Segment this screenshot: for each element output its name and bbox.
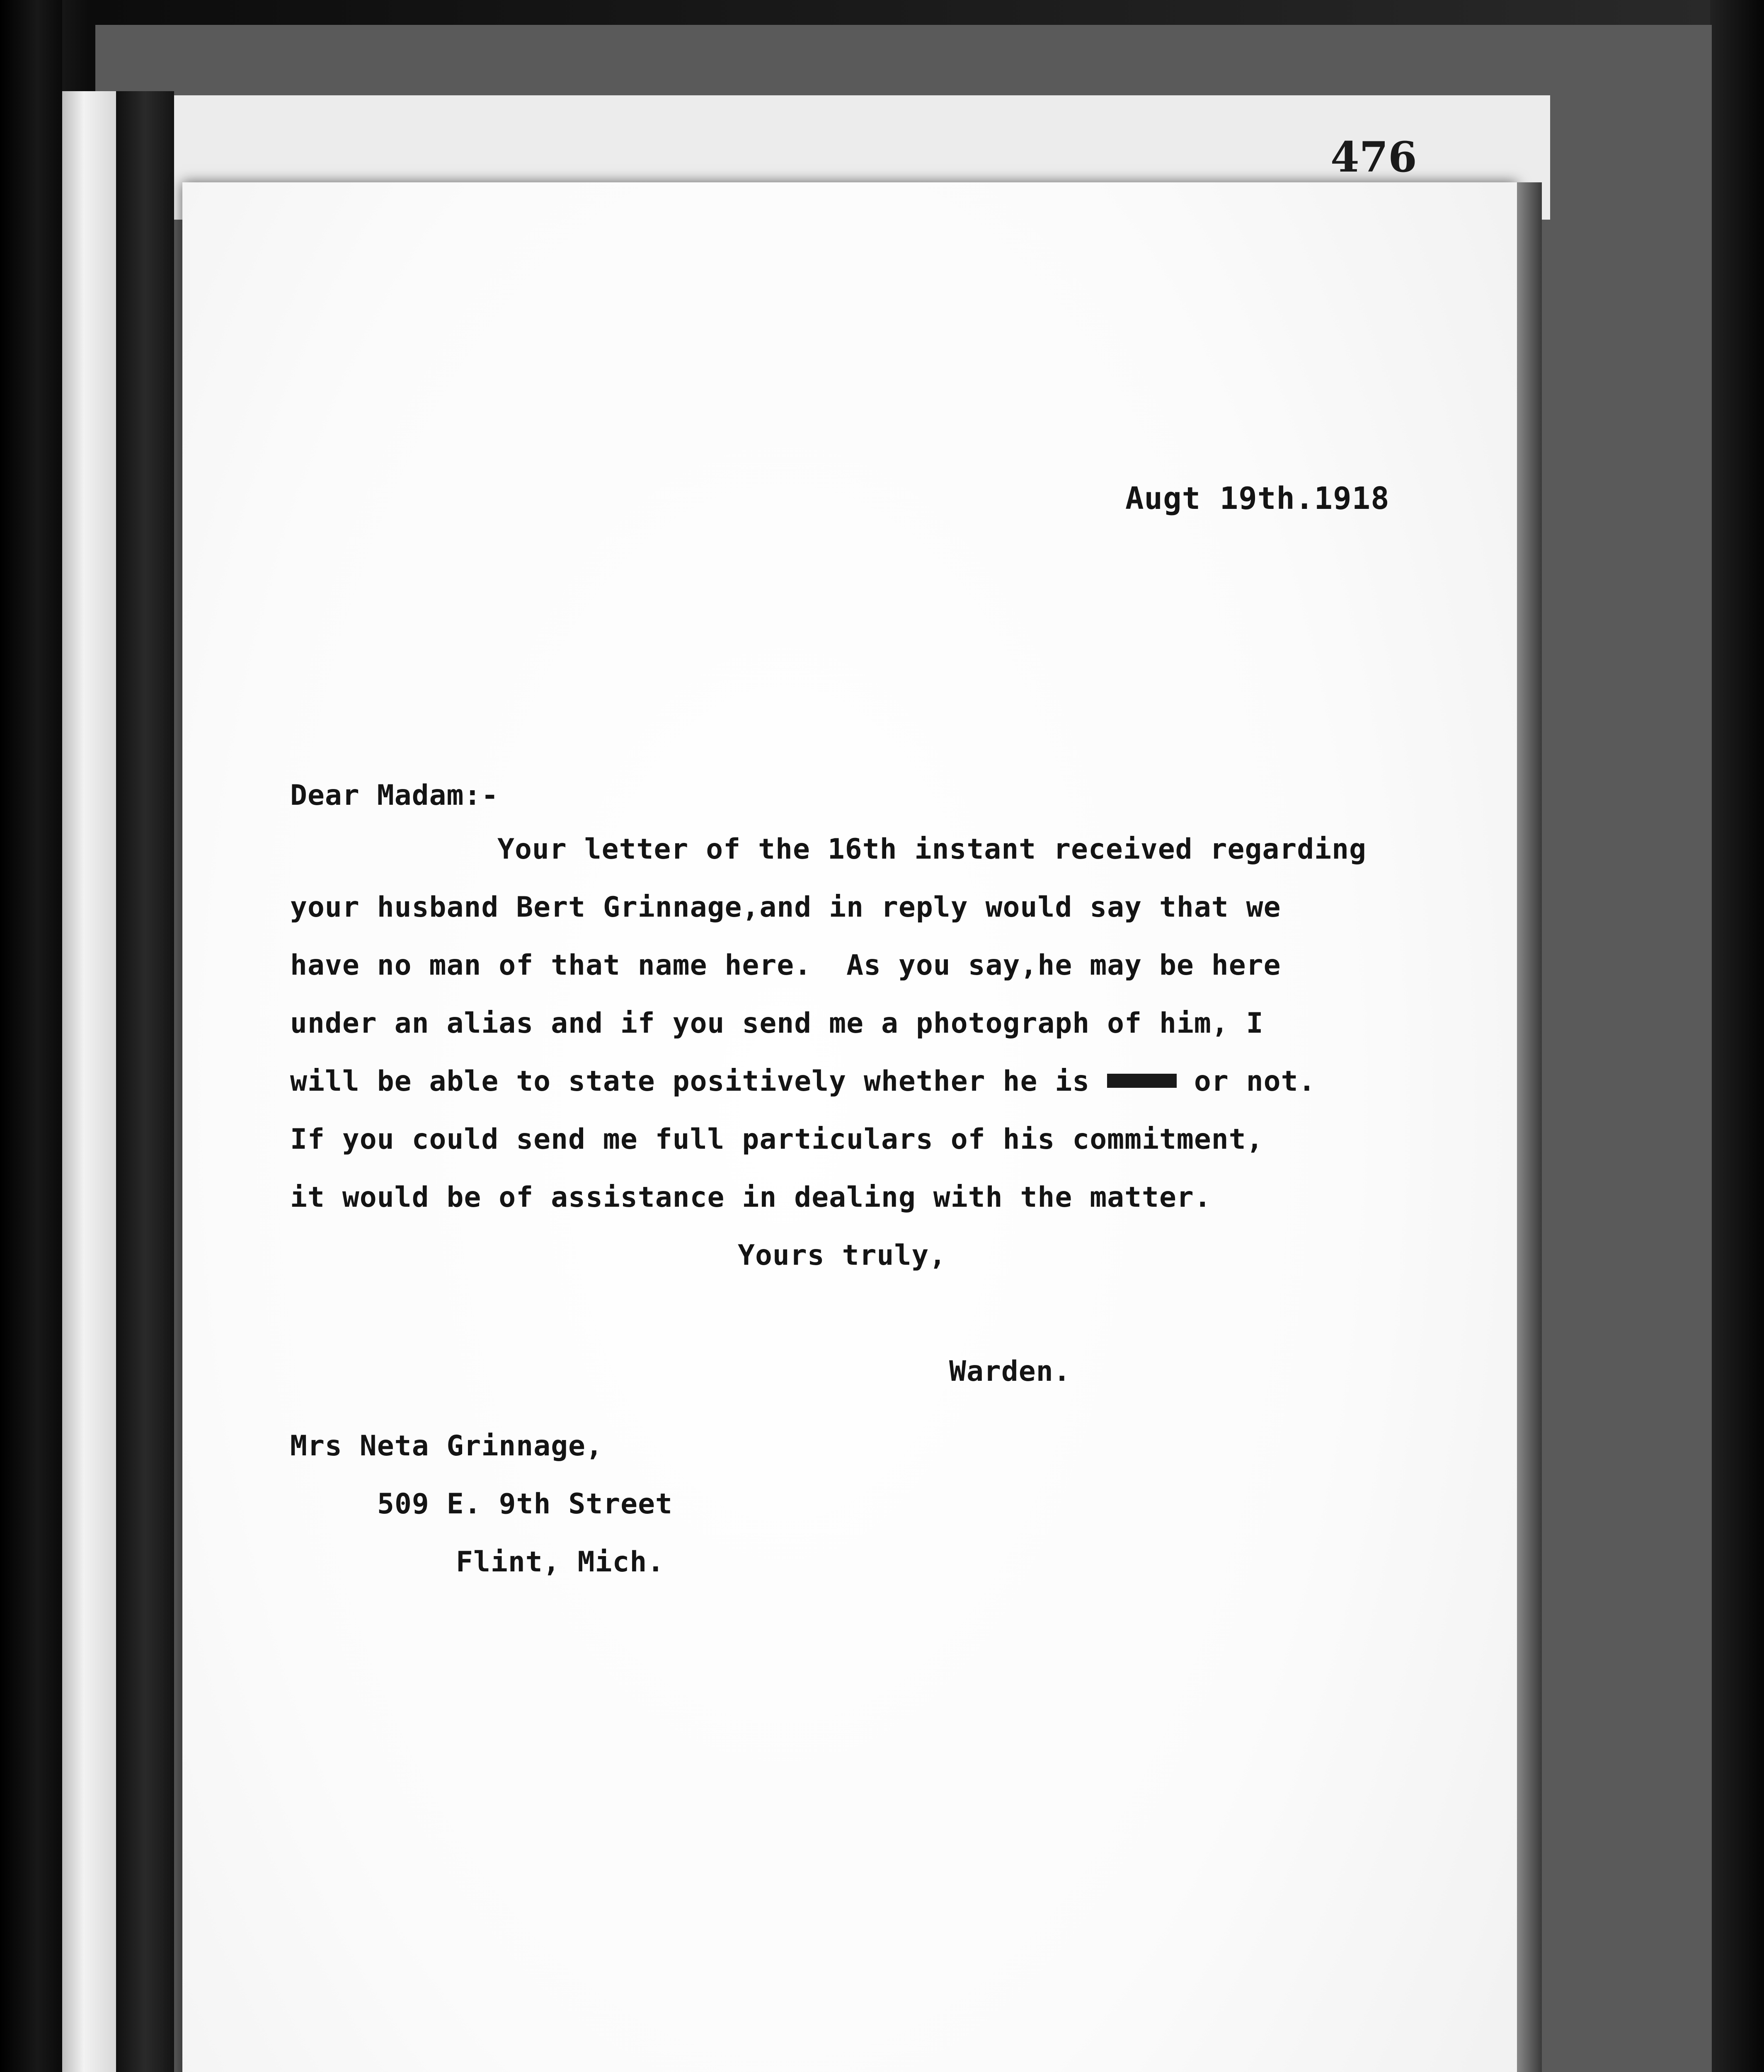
body-line-5-text: will be able to state positively whether he is: [290, 1065, 1090, 1098]
page-number: 476: [1330, 133, 1417, 182]
page-edge-shadow: [1517, 182, 1542, 2072]
body-line-5-end: or not.: [1194, 1065, 1316, 1098]
body-line-2: your husband Bert Grinnage,and in reply would say that we: [290, 891, 1281, 924]
closing: Yours truly,: [738, 1239, 947, 1272]
body-line-6: If you could send me full particulars of his commitment,: [290, 1123, 1264, 1156]
body-line-5: [290, 1065, 1316, 1098]
paper-margin-strip: [62, 91, 116, 2072]
body-line-1: Your letter of the 16th instant received regarding: [497, 833, 1367, 866]
salutation: Dear Madam:-: [290, 779, 499, 812]
struck-out-word: [1107, 1074, 1177, 1088]
body-line-4: under an alias and if you send me a photograph of him, I: [290, 1007, 1264, 1040]
recipient-city: Flint, Mich.: [456, 1546, 665, 1578]
binding-shadow: [116, 91, 174, 2072]
film-edge-right: [1710, 0, 1764, 2072]
film-edge-left: [0, 0, 62, 2072]
recipient-name: Mrs Neta Grinnage,: [290, 1430, 603, 1462]
body-line-7: it would be of assistance in dealing with the matter.: [290, 1181, 1212, 1214]
recipient-street: 509 E. 9th Street: [377, 1488, 673, 1520]
signature-title: Warden.: [949, 1355, 1071, 1388]
body-line-3: have no man of that name here. As you say,he may be here: [290, 949, 1281, 982]
letter-date: Augt 19th.1918: [1125, 481, 1390, 516]
